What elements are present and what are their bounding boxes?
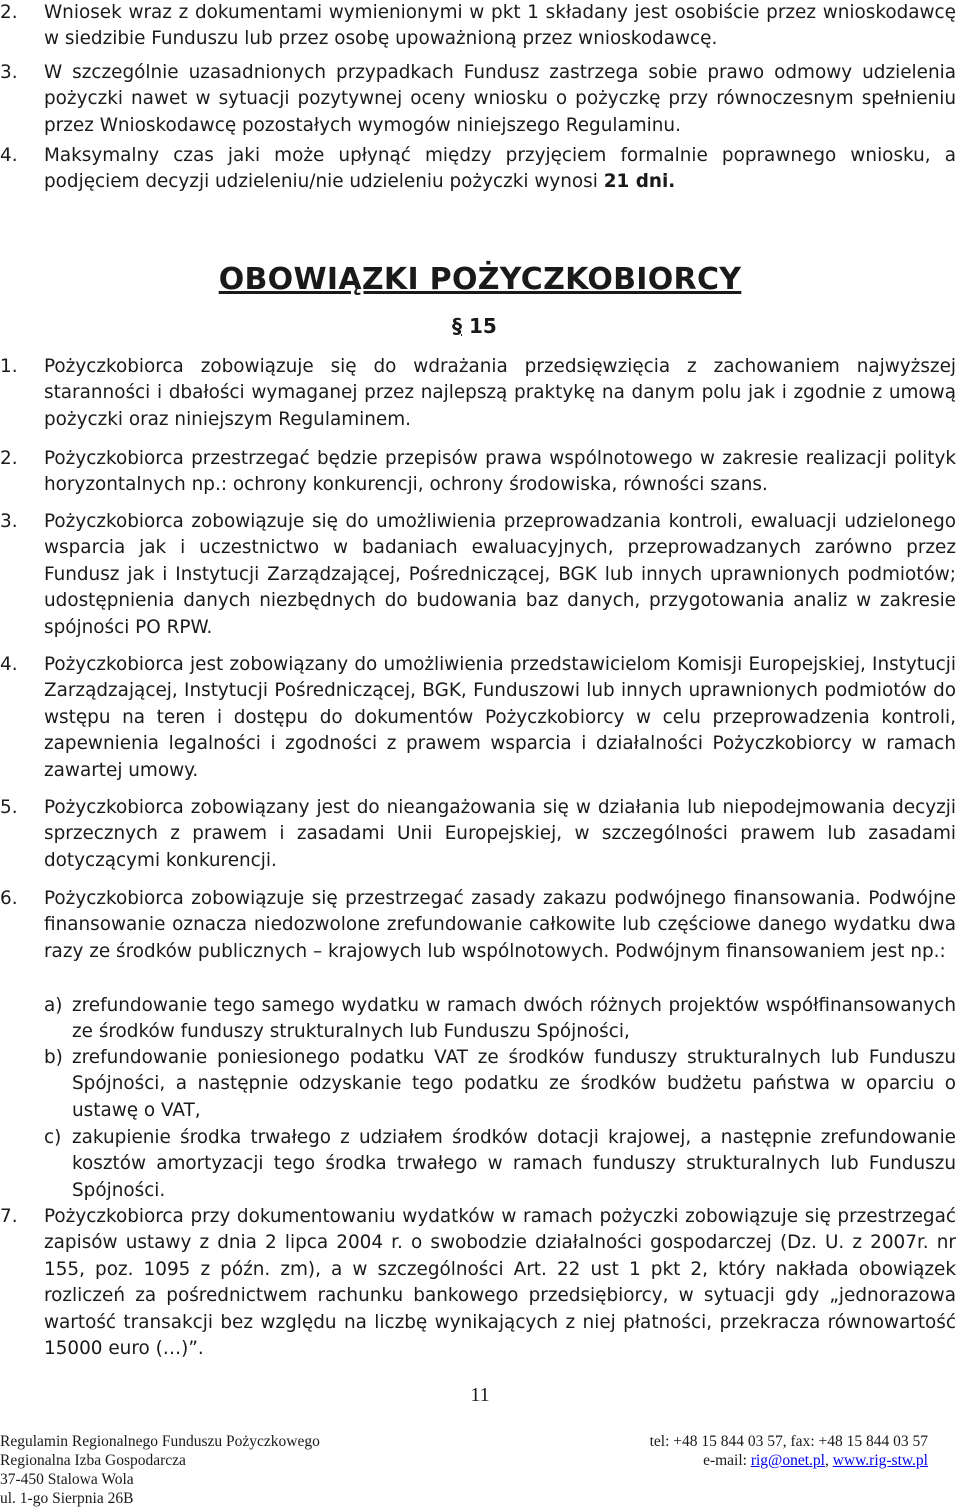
subitem-text: zrefundowanie tego samego wydatku w ramach dwóch różnych projektów współfinansowanych ze środków funduszy strukturalnych lub Funduszu Spójności, [72, 995, 956, 1043]
item-text-bold: 21 dni. [603, 171, 676, 193]
section-number [452, 314, 497, 338]
footer-contact [650, 1432, 928, 1470]
paragraph-number: 15 [468, 314, 497, 338]
footer-email-prefix: e-mail: [703, 1452, 751, 1469]
footer-line: 37-450 Stalowa Wola [0, 1471, 134, 1488]
obligation-item-6 [0, 886, 956, 965]
item-number: 2. [0, 448, 18, 469]
item-number: 6. [0, 888, 18, 909]
item-number: 3. [0, 62, 18, 83]
page-number: 11 [470, 1384, 490, 1406]
item-number: 1. [0, 356, 18, 377]
footer-line: Regulamin Regionalnego Funduszu Pożyczkowego [0, 1433, 320, 1450]
footer-separator: , [824, 1452, 833, 1469]
subitem-text: zakupienie środka trwałego z udziałem środków dotacji krajowej, a następnie zrefundowanie kosztów amortyzacji tego środka trwałego w ramach funduszy strukturalnych lub Funduszu Spójności. [72, 1127, 956, 1201]
item-text-main: Maksymalny czas jaki może upłynąć między przyjęciem formalnie poprawnego wniosku, a podjęciem decyzji udzieleniu/nie udzieleniu pożyczki wynosi [44, 145, 956, 193]
subitem-text: zrefundowanie poniesionego podatku VAT ze środków funduszy strukturalnych lub Funduszu Spójności, a następnie odzyskanie tego podatku ze środków budżetu państwa w oparciu o ustawę o VAT, [72, 1047, 956, 1121]
item-text: Pożyczkobiorca jest zobowiązany do umożliwienia przedstawicielom Komisji Europejskiej, Instytucji Zarządzającej, Instytucji Pośredniczącej, BGK, Funduszowi lub innych uprawnionych podmiotów do wstępu na teren i dostępu do dokumentów Pożyczkobiorcy w celu przeprowadzenia kontroli, zapewnienia legalności i zgodności z prawem wsparcia i działalności Pożyczkobiorcy w ramach zawartej umowy. [44, 654, 956, 781]
footer-line: ul. 1-go Sierpnia 26B [0, 1490, 134, 1507]
item-text: Pożyczkobiorca zobowiązuje się do wdrażania przedsięwzięcia z zachowaniem najwyższej staranności i dbałości wymaganej przez najlepszą praktykę na danym polu jak i zgodnie z umową pożyczki oraz niniejszym Regulaminem. [44, 356, 956, 430]
obligation-item-2 [0, 446, 956, 499]
section-heading: OBOWIĄZKI POŻYCZKOBIORCY [218, 262, 742, 297]
item-text [44, 143, 956, 196]
email-link[interactable]: rig@onet.pl [750, 1452, 825, 1469]
item-text: Pożyczkobiorca zobowiązany jest do nieangażowania się w działania lub niepodejmowania decyzji sprzecznych z prawem i zasadami Unii Europejskiej, w szczególności prawem lub zasadami dotyczącymi konkurencji. [44, 797, 956, 871]
obligation-item-3 [0, 509, 956, 641]
obligation-item-5 [0, 795, 956, 874]
intro-item-3 [0, 60, 956, 139]
item-number: 2. [0, 2, 18, 23]
item-text: Wniosek wraz z dokumentami wymienionymi w pkt 1 składany jest osobiście przez wnioskodawcę w siedzibie Funduszu lub przez osobę upoważnioną przez wnioskodawcę. [44, 2, 956, 50]
item-text: W szczególnie uzasadnionych przypadkach Fundusz zastrzega sobie prawo odmowy udzielenia pożyczki nawet w sytuacji pozytywnej oceny wniosku o pożyczkę przy równoczesnym spełnieniu przez Wnioskodawcę pozostałych wymogów niniejszego Regulaminu. [44, 62, 956, 136]
obligation-item-4 [0, 652, 956, 784]
subitem-letter: a) [44, 995, 63, 1016]
intro-item-4 [0, 143, 956, 196]
item-number: 4. [0, 145, 18, 166]
footer-line: Regionalna Izba Gospodarcza [0, 1452, 186, 1469]
subitem-a [44, 993, 956, 1046]
intro-item-2 [0, 0, 956, 53]
item-text: Pożyczkobiorca przy dokumentowaniu wydatków w ramach pożyczki zobowiązuje się przestrzegać zapisów ustawy z dnia 2 lipca 2004 r. o swobodzie działalności gospodarczej (Dz. U. z 2007r. nr 155, poz. 1095 z późn. zm), a w szczególności Art. 22 ust 1 pkt 2, który nakłada obowiązek rozliczeń za pośrednictwem rachunku bankowego przedsiębiorcy, w sytuacji gdy „jednorazowa wartość transakcji bez względu na liczbę wynikających z niej płatności, przekracza równowartość 15000 euro (…)”. [44, 1206, 956, 1360]
item-text: Pożyczkobiorca zobowiązuje się przestrzegać zasady zakazu podwójnego finansowania. Podwójne finansowanie oznacza niedozwolone zrefundowanie całkowite lub częściowe danego wydatku dwa razy ze środków publicznych – krajowych lub wspólnotowych. Podwójnym finansowaniem jest np.: [44, 888, 956, 962]
footer-address [0, 1432, 320, 1508]
subitem-letter: b) [44, 1047, 63, 1068]
item-number: 5. [0, 797, 18, 818]
subitem-c [44, 1125, 956, 1204]
subitem-letter: c) [44, 1127, 62, 1148]
item-number: 4. [0, 654, 18, 675]
subitem-b [44, 1045, 956, 1124]
website-link[interactable]: www.rig-stw.pl [832, 1452, 928, 1469]
obligation-item-1 [0, 354, 956, 433]
footer-phone: tel: +48 15 844 03 57, fax: +48 15 844 03 57 [649, 1433, 928, 1450]
paragraph-symbol: § [452, 314, 462, 338]
item-text: Pożyczkobiorca przestrzegać będzie przepisów prawa wspólnotowego w zakresie realizacji polityk horyzontalnych np.: ochrony konkurencji, ochrony środowiska, równości szans. [44, 448, 956, 496]
footer-email-line [650, 1451, 928, 1470]
item-number: 7. [0, 1206, 18, 1227]
item-number: 3. [0, 511, 18, 532]
obligation-item-7 [0, 1204, 956, 1362]
item-text: Pożyczkobiorca zobowiązuje się do umożliwienia przeprowadzania kontroli, ewaluacji udzielonego wsparcia jak i uczestnictwo w badaniach ewaluacyjnych, przeprowadzanych zarówno przez Fundusz jak i Instytucji Zarządzającej, Pośredniczącej, BGK lub innych uprawnionych podmiotów; udostępnienia danych niezbędnych do budowania baz danych, przygotowania analiz w zakresie spójności PO RPW. [44, 511, 956, 638]
